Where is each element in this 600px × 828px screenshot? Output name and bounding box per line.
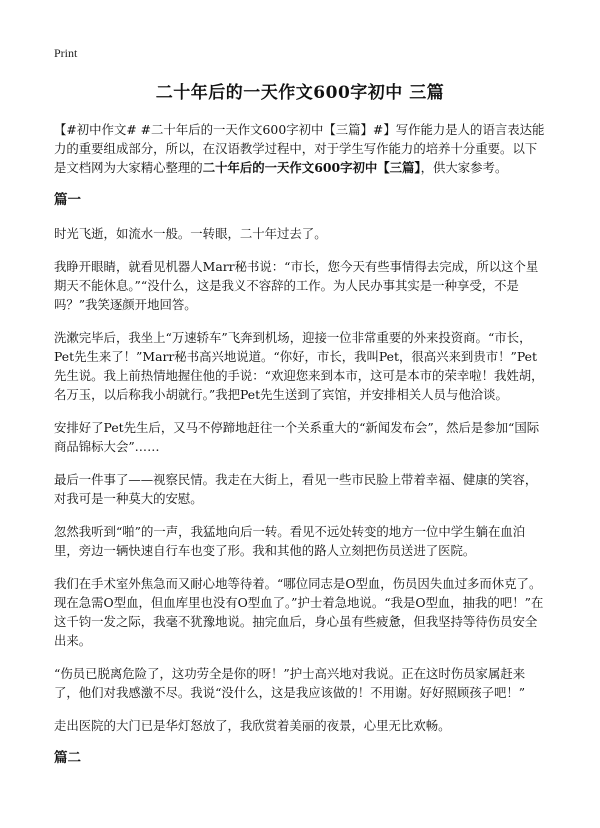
paragraph-4: 安排好了Pet先生后，又马不停蹄地赶往一个关系重大的“新闻发布会”，然后是参加“国际商品锦标大会”…… <box>54 420 540 454</box>
paragraph-6: 忽然我听到“啪”的一声，我猛地向后一转。看见不远处转变的地方一位中学生躺在血泊里，旁边一辆快速自行车也变了形。我和其他的路人立刻把伤员送进了医院。 <box>54 524 526 558</box>
intro-lead: 【#初中作文# #二十年后的一天作文600字初中【三篇】#】写作能力是人的语言表达能力的重要组成部分，所以，在汉语教学过程中，对于学生写作能力的培养十分重要。以下是文档网为大家精心整理的 <box>54 122 545 175</box>
paragraph-8: “伤员已脱离危险了，这功劳全是你的呀！”护士高兴地对我说。正在这时伤员家属赶来了，他们对我感激不尽。我说“没什么，这是我应该做的！不用谢。好好照顾孩子吧！” <box>54 666 526 700</box>
section-heading-1: 篇一 <box>54 192 81 208</box>
section-heading-2: 篇二 <box>54 750 81 766</box>
paragraph-9: 走出医院的大门已是华灯怒放了，我欣赏着美丽的夜景，心里无比欢畅。 <box>54 718 451 733</box>
paragraph-5: 最后一件事了——视察民情。我走在大街上，看见一些市民脸上带着幸福、健康的笑容，对我可是一种莫大的安慰。 <box>54 472 538 506</box>
paragraph-2: 我睁开眼睛，就看见机器人Marr秘书说：“市长，您今天有些事情得去完成，所以这个星期天不能休息。”“没什么，这是我义不容辞的工作。为人民办事其实是一种享受，不是吗？”我笑逐颜开地回答。 <box>54 259 539 312</box>
intro-emphasis: 二十年后的一天作文600字初中【三篇】 <box>202 160 421 175</box>
paragraph-1: 时光飞逝，如流水一般。一转眼，二十年过去了。 <box>54 226 327 241</box>
print-link[interactable]: Print <box>54 46 78 60</box>
intro-paragraph <box>54 120 549 177</box>
page-title: 二十年后的一天作文600字初中 三篇 <box>155 83 445 103</box>
paragraph-7: 我们在手术室外焦急而又耐心地等待着。“哪位同志是O型血，伤员因失血过多而休克了。现在急需O型血，但血库里也没有O型血了。”护士着急地说。“我是O型血，抽我的吧！”在这千钧一发之际，我毫不犹豫地说。抽完血后，身心虽有些疲惫，但我坚持等待伤员安全出来。 <box>54 576 544 648</box>
paragraph-3: 洗漱完毕后，我坐上“万速轿车”飞奔到机场，迎接一位非常重要的外来投资商。“市长，Pet先生来了！”Marr秘书高兴地说道。“你好，市长，我叫Pet，很高兴来到贵市！”Pet先生说。我上前热情地握住他的手说：“欢迎您来到本市，这可是本市的荣幸啦！我姓胡，名万玉，以后称我小胡就行。”我把Pet先生送到了宾馆，并安排相关人员与他洽谈。 <box>54 330 544 402</box>
intro-tail: ，供大家参考。 <box>420 160 508 175</box>
article-body <box>54 120 549 782</box>
